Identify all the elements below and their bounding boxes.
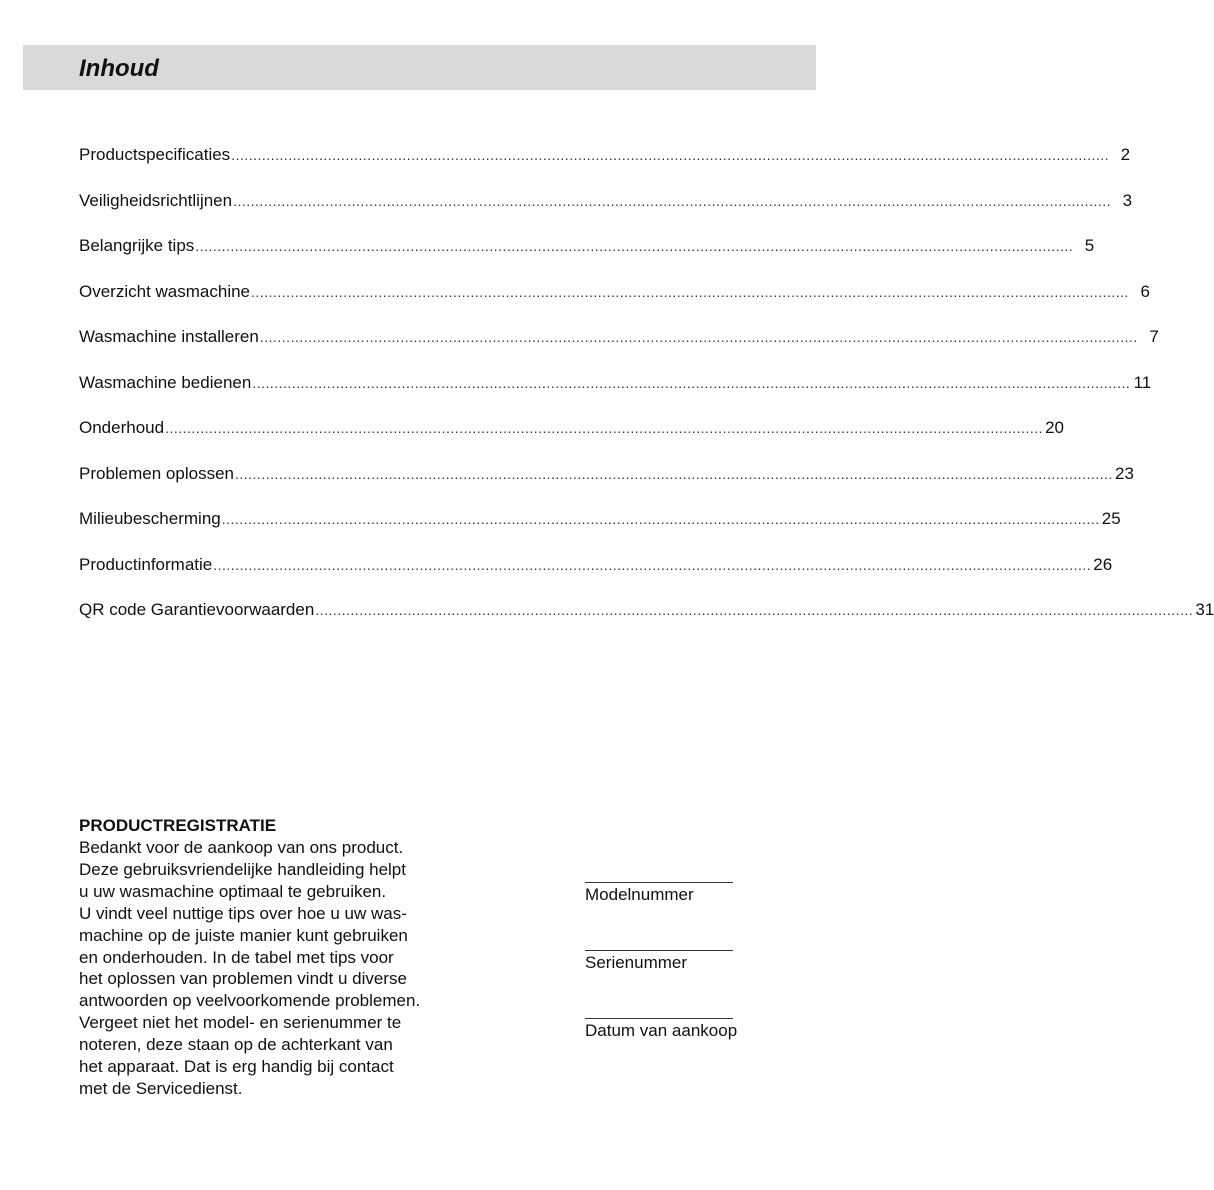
toc-dot-leader: ........................................................................................................................................................................................................ bbox=[251, 283, 1129, 300]
toc-entry[interactable] bbox=[79, 144, 1131, 190]
serial-number-field[interactable] bbox=[585, 950, 733, 972]
toc-entry-title: Overzicht wasmachine bbox=[79, 281, 251, 301]
toc-entry-page: 20 bbox=[1045, 418, 1065, 437]
registration-text-line: het oplossen van problemen vindt u diverse bbox=[79, 969, 407, 989]
model-number-label: Modelnummer bbox=[585, 885, 694, 904]
toc-entry-page: 26 bbox=[1093, 554, 1113, 574]
toc-entry[interactable] bbox=[79, 190, 1133, 236]
toc-entry[interactable] bbox=[79, 554, 1113, 600]
registration-heading: PRODUCTREGISTRATIE bbox=[79, 816, 277, 835]
toc-entry[interactable] bbox=[79, 281, 1150, 327]
toc-dot-leader: ........................................................................................................................................................................................................ bbox=[315, 602, 1194, 618]
registration-text-line: machine op de juiste manier kunt gebruiken bbox=[79, 925, 408, 945]
toc-entry[interactable] bbox=[79, 417, 1065, 463]
purchase-date-field[interactable] bbox=[585, 1018, 738, 1040]
toc-dot-leader: ........................................................................................................................................................................................................ bbox=[195, 238, 1074, 254]
registration-text-line: het apparaat. Dat is erg handig bij contact bbox=[79, 1057, 394, 1077]
table-of-contents bbox=[79, 144, 1214, 645]
toc-entry-page: 7 bbox=[1149, 327, 1159, 346]
toc-entry-title: Productinformatie bbox=[79, 554, 213, 574]
toc-entry-page: 6 bbox=[1140, 281, 1150, 301]
toc-entry-title: Wasmachine bedienen bbox=[79, 372, 252, 392]
registration-text-line: Vergeet niet het model- en serienummer te bbox=[79, 1013, 402, 1033]
toc-entry-title: Veiligheidsrichtlijnen bbox=[79, 190, 233, 210]
toc-entry-title: Onderhoud bbox=[79, 418, 165, 437]
toc-dot-leader: ........................................................................................................................................................................................................ bbox=[234, 465, 1113, 482]
model-number-field[interactable] bbox=[585, 882, 733, 904]
toc-entry-page: 31 bbox=[1195, 600, 1214, 619]
registration-text-line: en onderhouden. In de tabel met tips voor bbox=[79, 947, 394, 967]
registration-text-line: u uw wasmachine optimaal te gebruiken. bbox=[79, 881, 387, 901]
toc-entry-title: Problemen oplossen bbox=[79, 463, 234, 483]
toc-entry[interactable] bbox=[79, 326, 1159, 372]
toc-dot-leader: ........................................................................................................................................................................................................ bbox=[221, 511, 1100, 527]
toc-entry-page: 11 bbox=[1133, 372, 1152, 392]
toc-entry-title: QR code Garantievoorwaarden bbox=[79, 600, 315, 619]
registration-text-line: Deze gebruiksvriendelijke handleiding helpt bbox=[79, 859, 406, 879]
serial-number-label: Serienummer bbox=[585, 953, 688, 972]
product-registration bbox=[79, 815, 499, 1100]
toc-dot-leader: ........................................................................................................................................................................................................ bbox=[165, 420, 1044, 436]
toc-entry[interactable] bbox=[79, 508, 1121, 554]
registration-text-line: noteren, deze staan op de achterkant van bbox=[79, 1035, 393, 1055]
toc-entry-title: Productspecificaties bbox=[79, 145, 231, 164]
toc-entry[interactable] bbox=[79, 372, 1152, 418]
registration-text-line: Bedankt voor de aankoop van ons product. bbox=[79, 838, 404, 857]
toc-entry-title: Wasmachine installeren bbox=[79, 327, 259, 346]
toc-entry-page: 23 bbox=[1115, 463, 1134, 483]
toc-entry-page: 3 bbox=[1122, 190, 1133, 210]
toc-entry-page: 25 bbox=[1101, 509, 1121, 528]
toc-entry-page: 5 bbox=[1084, 236, 1095, 255]
registration-text-line: antwoorden op veelvoorkomende problemen. bbox=[79, 991, 421, 1011]
toc-dot-leader: ........................................................................................................................................................................................................ bbox=[213, 556, 1092, 573]
header-band bbox=[23, 45, 816, 90]
toc-entry-page: 2 bbox=[1120, 145, 1131, 164]
page-title: Inhoud bbox=[79, 55, 159, 82]
registration-text-line: met de Servicedienst. bbox=[79, 1078, 243, 1098]
toc-dot-leader: ........................................................................................................................................................................................................ bbox=[259, 329, 1138, 345]
toc-dot-leader: ........................................................................................................................................................................................................ bbox=[233, 192, 1112, 209]
toc-entry[interactable] bbox=[79, 463, 1134, 509]
toc-entry[interactable] bbox=[79, 599, 1214, 645]
purchase-date-label: Datum van aankoop bbox=[585, 1021, 738, 1040]
registration-text-line: U vindt veel nuttige tips over hoe u uw was- bbox=[79, 903, 407, 923]
toc-entry-title: Belangrijke tips bbox=[79, 236, 195, 255]
toc-dot-leader: ........................................................................................................................................................................................................ bbox=[252, 374, 1131, 391]
toc-dot-leader: ........................................................................................................................................................................................................ bbox=[231, 147, 1110, 163]
toc-entry[interactable] bbox=[79, 235, 1095, 281]
toc-entry-title: Milieubescherming bbox=[79, 509, 221, 528]
